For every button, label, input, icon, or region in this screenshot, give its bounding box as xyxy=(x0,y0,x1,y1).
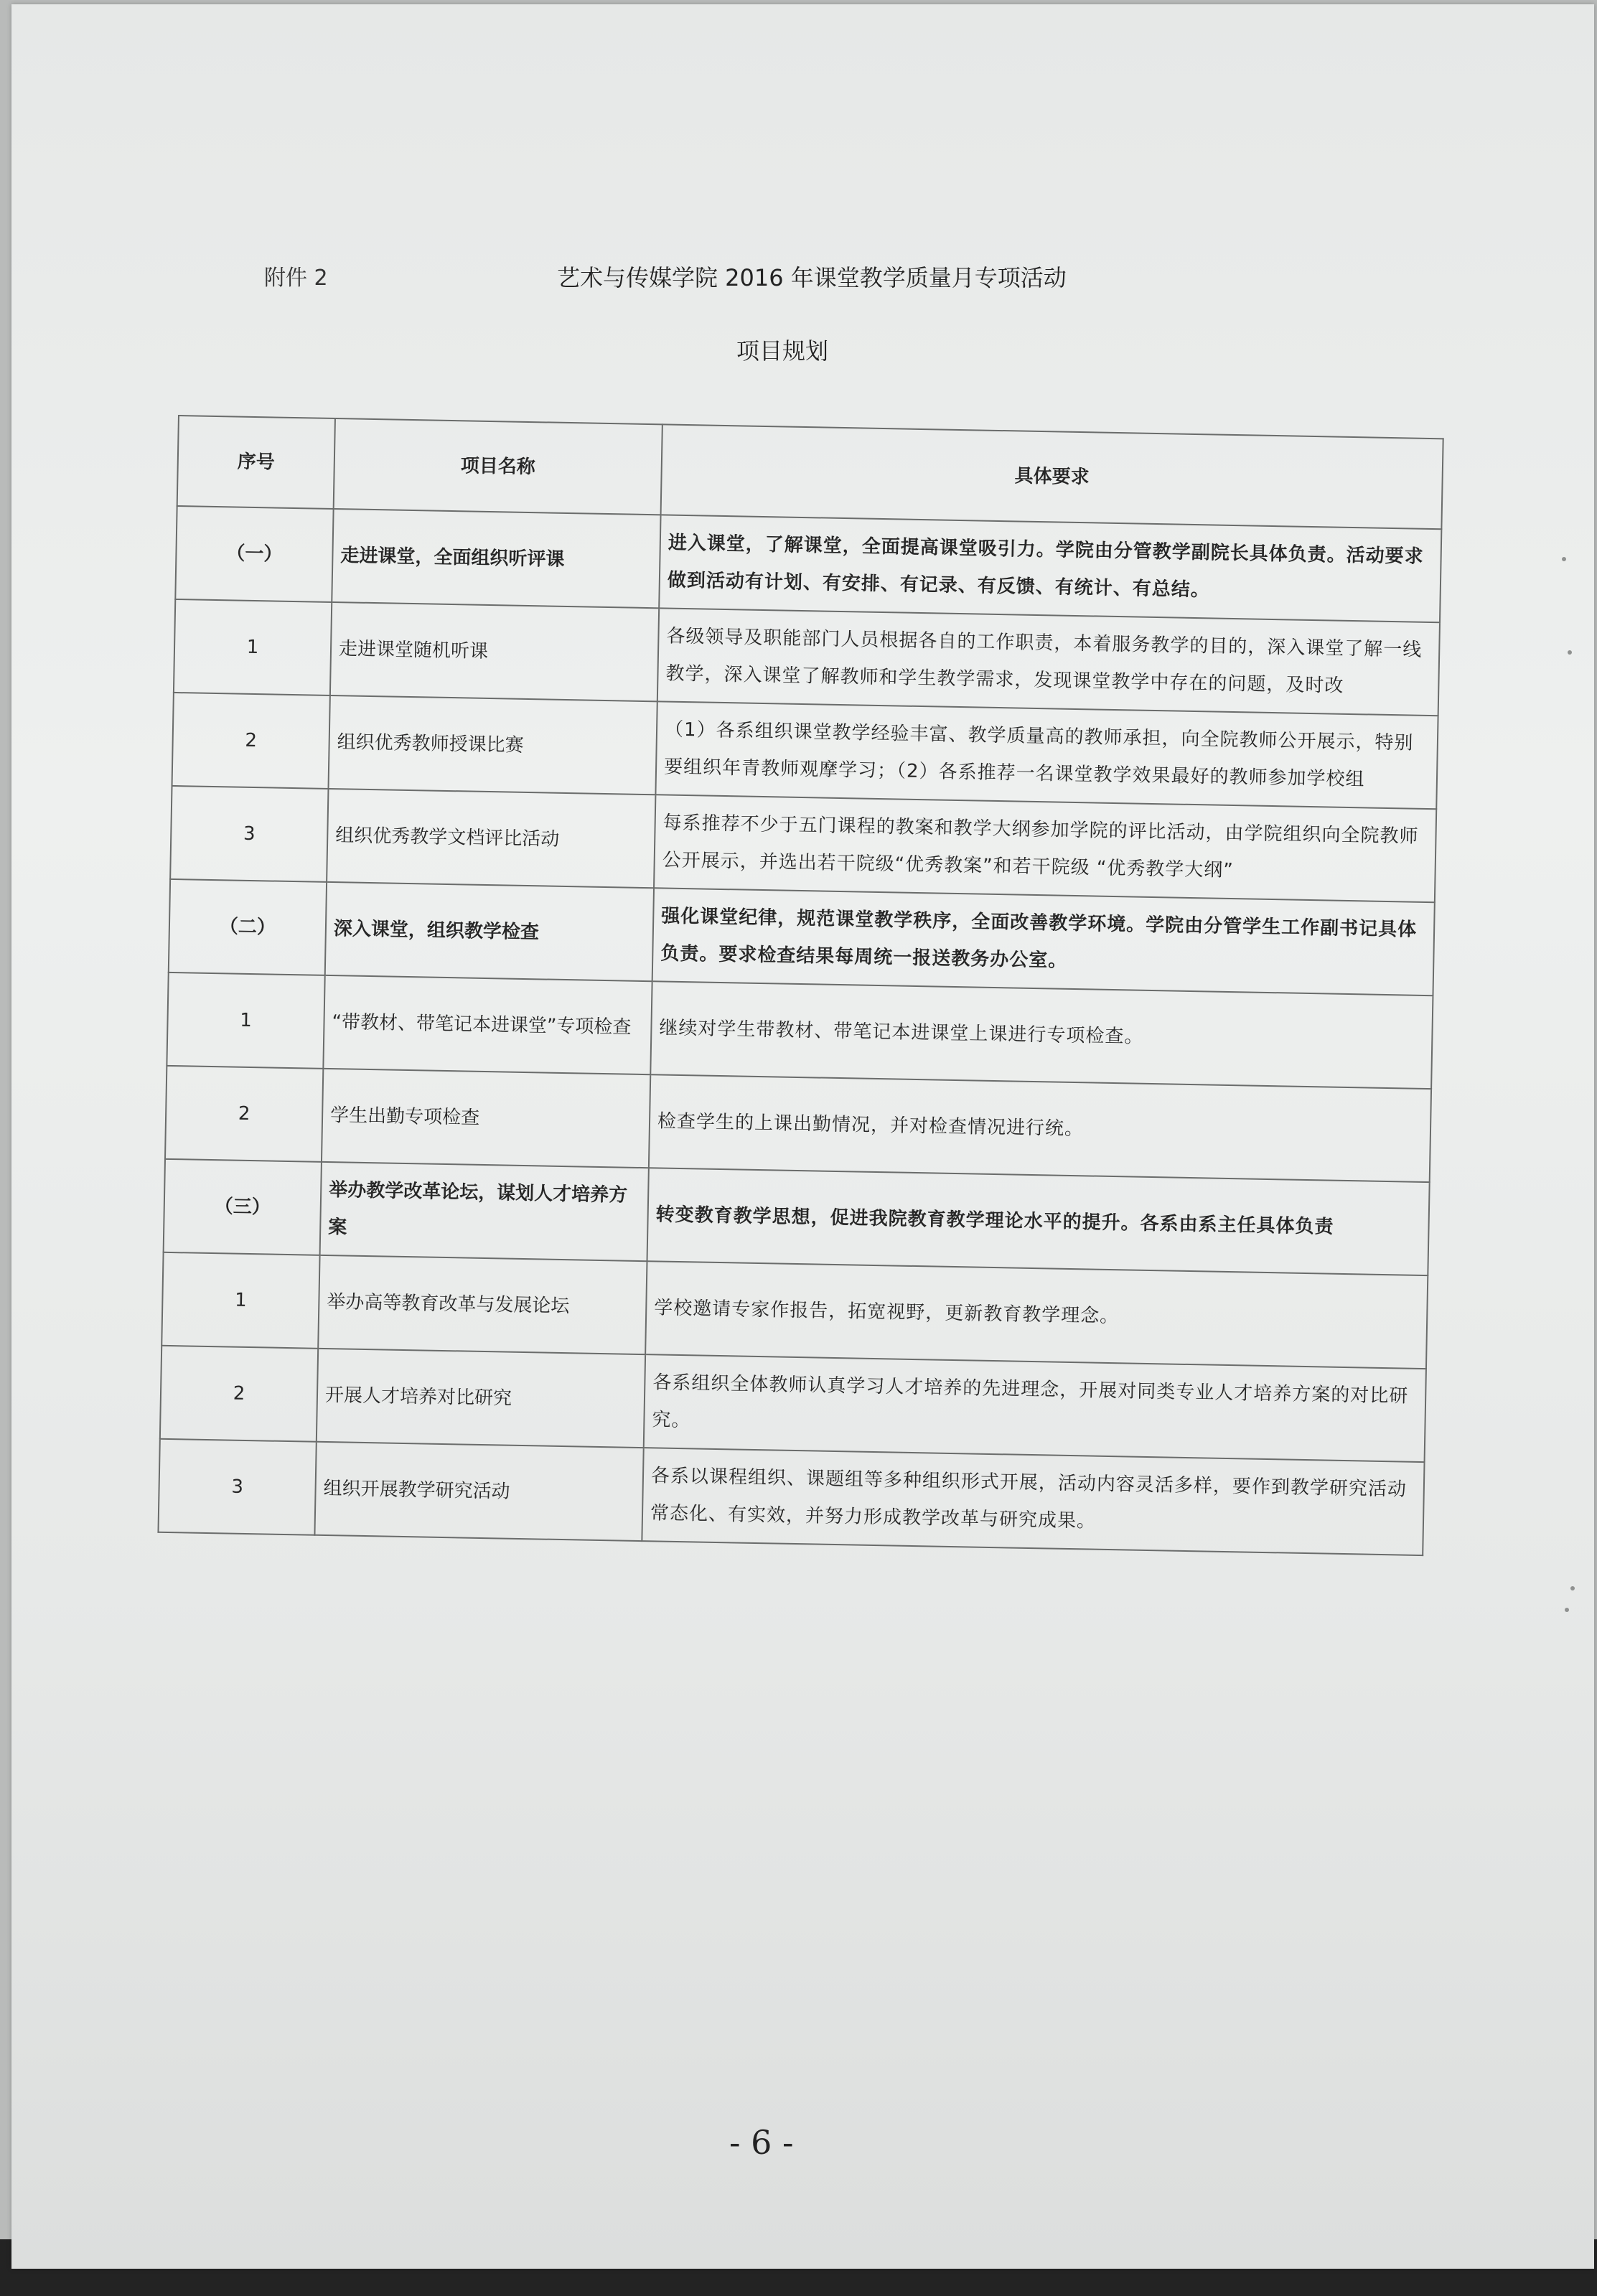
row-number: （一） xyxy=(175,506,333,602)
row-requirements-text: （1）各系组织课堂教学经验丰富、教学质量高的教师承担，向全院教师公开展示，特别要组织年青教师观摩学习；（2）各系推荐一名课堂教学效果最好的教师参加学校组 xyxy=(663,718,1414,791)
attachment-label: 附件 2 xyxy=(264,266,328,291)
row-project-name: 学生出勤专项检查 xyxy=(322,1069,650,1168)
header-project-name: 项目名称 xyxy=(334,418,662,515)
row-requirements xyxy=(644,1354,1426,1462)
row-requirements-text: 学校邀请专家作报告，拓宽视野，更新教育教学理念。 xyxy=(654,1297,1120,1328)
row-project-name: 举办高等教育改革与发展论坛 xyxy=(318,1255,647,1354)
row-number: 3 xyxy=(158,1439,316,1535)
row-project-name: 走进课堂，全面组织听评课 xyxy=(332,509,660,608)
row-number: （二） xyxy=(169,879,327,975)
punch-hole-mark xyxy=(1568,650,1572,655)
punch-hole-mark xyxy=(1562,557,1566,561)
row-project-name: 深入课堂，组织教学检查 xyxy=(325,882,654,981)
row-project-name: 开展人才培养对比研究 xyxy=(317,1349,645,1448)
punch-hole-mark xyxy=(1570,1586,1575,1590)
document-title: 艺术与传媒学院 2016 年课堂教学质量月专项活动 xyxy=(557,264,1067,291)
row-requirements xyxy=(654,795,1436,902)
row-number: 3 xyxy=(170,786,328,882)
row-requirements xyxy=(645,1261,1428,1369)
row-requirements-text: 转变教育教学思想，促进我院教育教学理论水平的提升。各系由系主任具体负责 xyxy=(655,1204,1334,1238)
row-number: 1 xyxy=(161,1252,319,1349)
row-requirements xyxy=(642,1448,1424,1555)
plan-table-wrapper xyxy=(157,415,1442,1556)
row-requirements xyxy=(649,1074,1431,1182)
row-number: 2 xyxy=(165,1066,323,1162)
row-project-name: 举办教学改革论坛，谋划人才培养方案 xyxy=(320,1162,649,1261)
header-number: 序号 xyxy=(177,416,335,509)
row-requirements-text: 每系推荐不少于五门课程的教案和教学大纲参加学院的评比活动，由学院组织向全院教师公开展示，并选出若干院级“优秀教案”和若干院级 “优秀教学大纲” xyxy=(662,812,1419,882)
paper-sheet xyxy=(11,4,1594,2269)
row-requirements xyxy=(652,888,1435,995)
row-requirements-text: 强化课堂纪律，规范课堂教学秩序，全面改善教学环境。学院由分管学生工作副书记具体负责。要求检查结果每周统一报送教务办公室。 xyxy=(660,905,1418,972)
row-number: （三） xyxy=(164,1159,322,1255)
row-requirements xyxy=(655,701,1438,809)
row-requirements-text: 各级领导及职能部门人员根据各自的工作职责，本着服务教学的目的，深入课堂了解一线教学，深入课堂了解教师和学生教学需求，发现课堂教学中存在的问题，及时改 xyxy=(665,625,1423,697)
row-number: 2 xyxy=(172,693,330,789)
row-requirements-text: 各系组织全体教师认真学习人才培养的先进理念，开展对同类专业人才培养方案的对比研究。 xyxy=(652,1372,1409,1432)
row-project-name: “带教材、带笔记本进课堂”专项检查 xyxy=(323,975,652,1074)
row-project-name: 组织优秀教学文档评比活动 xyxy=(327,789,655,888)
page-number: - 6 - xyxy=(729,2123,794,2162)
row-project-name: 走进课堂随机听课 xyxy=(330,602,659,701)
row-requirements xyxy=(657,608,1440,716)
row-number: 1 xyxy=(167,973,324,1069)
header-requirements: 具体要求 xyxy=(661,424,1443,529)
document-subtitle: 项目规划 xyxy=(736,337,829,365)
row-requirements xyxy=(659,515,1441,622)
row-requirements-text: 各系以课程组织、课题组等多种组织形式开展，活动内容灵活多样，要作到教学研究活动常态化、有实效，并努力形成教学改革与研究成果。 xyxy=(650,1465,1408,1532)
row-requirements xyxy=(650,981,1433,1089)
row-project-name: 组织优秀教师授课比赛 xyxy=(328,695,657,795)
row-number: 1 xyxy=(174,599,332,695)
row-number: 2 xyxy=(160,1346,318,1442)
row-requirements-text: 继续对学生带教材、带笔记本进课堂上课进行专项检查。 xyxy=(659,1017,1144,1048)
plan-table xyxy=(157,415,1443,1556)
row-requirements-text: 检查学生的上课出勤情况，并对检查情况进行统。 xyxy=(657,1110,1085,1140)
row-project-name: 组织开展教学研究活动 xyxy=(314,1442,643,1541)
punch-hole-mark xyxy=(1565,1608,1569,1612)
row-requirements-text: 进入课堂，了解课堂，全面提高课堂吸引力。学院由分管教学副院长具体负责。活动要求做到活动有计划、有安排、有记录、有反馈、有统计、有总结。 xyxy=(667,532,1424,601)
row-requirements xyxy=(647,1168,1430,1275)
